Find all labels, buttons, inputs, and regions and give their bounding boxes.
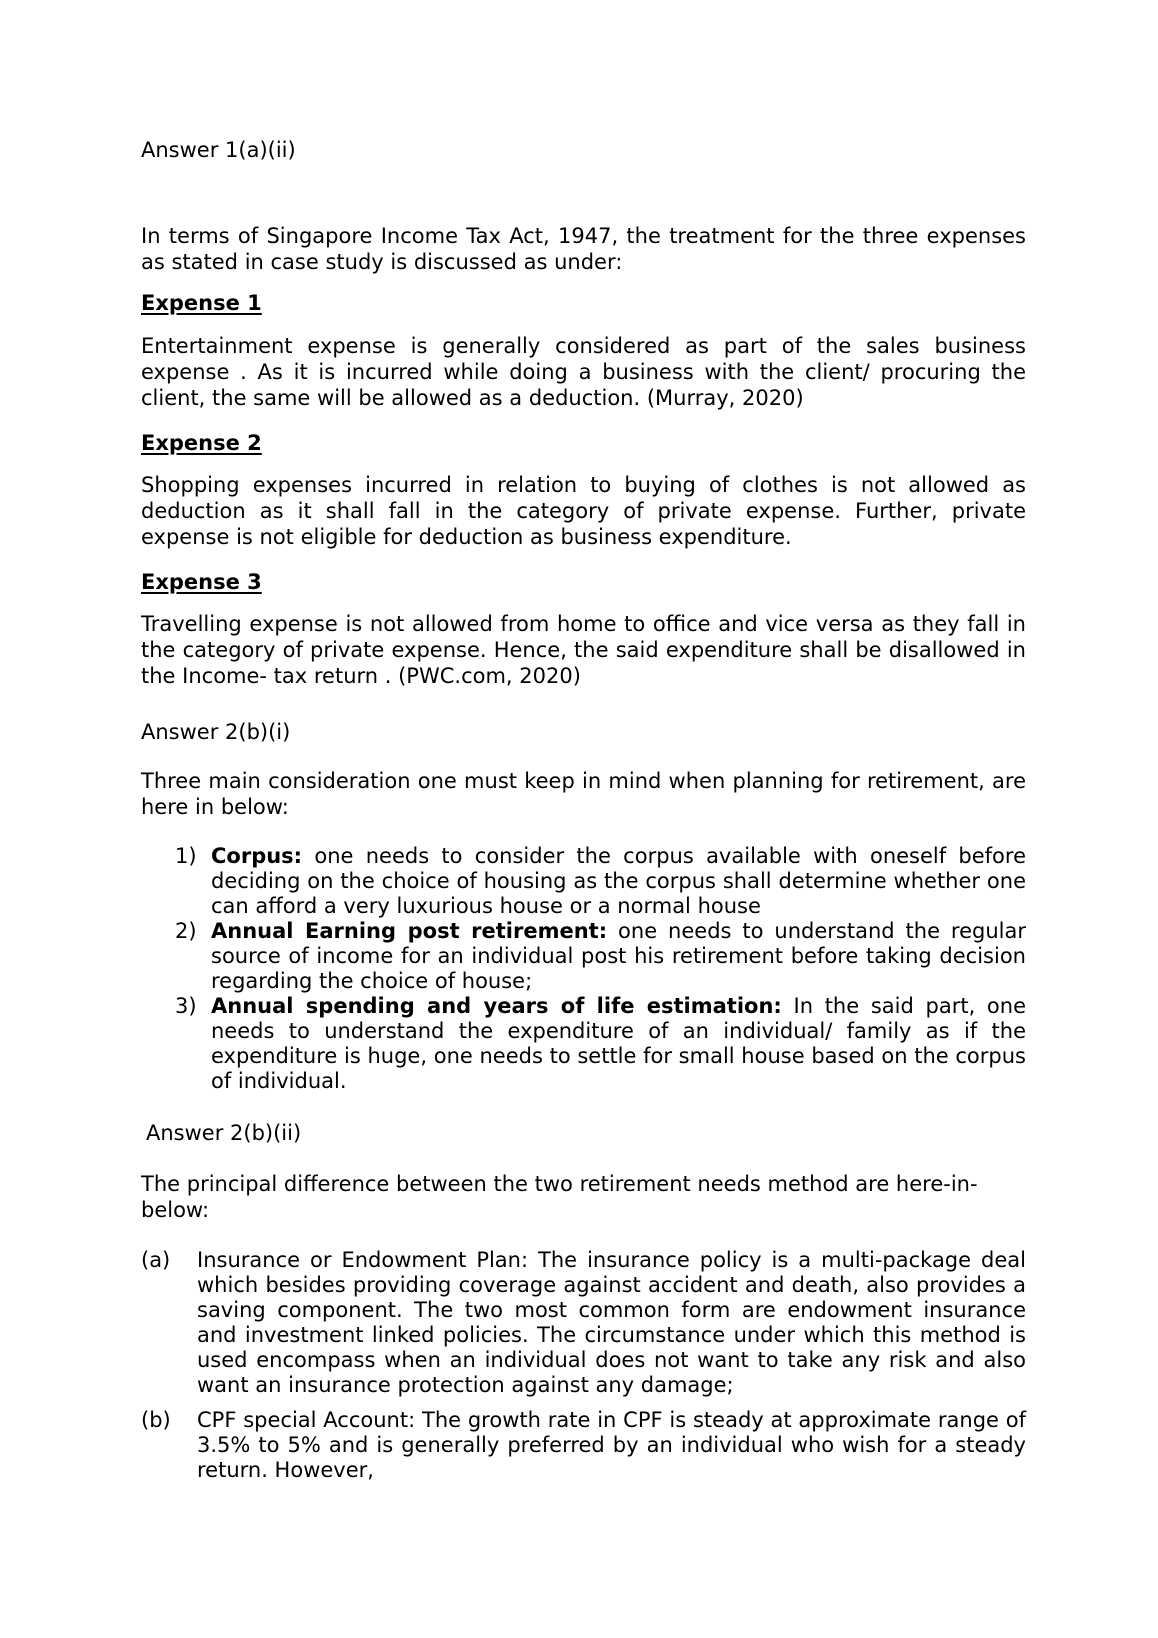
expense-1-text: Entertainment expense is generally considered as part of the sales business expense . As it is incurred while doing a business with the client/ procuring the client, the same will be allowed as a deduction. (Murray, 2020) [141, 334, 1026, 410]
expense-3-heading: Expense 3 [141, 570, 262, 594]
answer-2b-i-title: Answer 2(b)(i) [141, 720, 291, 744]
answer-1a-ii-intro: In terms of Singapore Income Tax Act, 1947, the treatment for the three expenses as stated in case study is discussed as under: [141, 224, 1026, 274]
expense-1-heading: Expense 1 [141, 291, 262, 315]
list-item-body [211, 919, 1026, 994]
list-item-number: 3) [175, 994, 197, 1018]
list-item-number: 2) [175, 919, 197, 943]
list-item-label: (a) [141, 1248, 171, 1272]
list-item-number: 1) [175, 844, 197, 868]
expense-2-heading: Expense 2 [141, 431, 262, 455]
list-item-term: Corpus: [211, 844, 303, 868]
expense-3-text: Travelling expense is not allowed from home to office and vice versa as they fall in the category of private expense. Hence, the said expenditure shall be disallowed in the Income- tax return . (PWC.com, 2020) [141, 612, 1026, 688]
list-item-term: Annual Earning post retirement: [211, 919, 608, 943]
list-item-text: one needs to understand the regular source of income for an individual post his retirement before taking decision regarding the choice of house; [211, 919, 1026, 993]
expense-2-text: Shopping expenses incurred in relation to buying of clothes is not allowed as deduction as it shall fall in the category of private expense. Further, private expense is not eligible for deduction as business expenditure. [141, 473, 1026, 549]
answer-2b-ii-title: Answer 2(b)(ii) [146, 1121, 302, 1145]
answer-2b-i-intro: Three main consideration one must keep in mind when planning for retirement, are here in below: [141, 769, 1026, 819]
list-item-text: Insurance or Endowment Plan: The insurance policy is a multi-package deal which besides providing coverage against accident and death, also provides a saving component. The two most common form are endowment insurance and investment linked policies. The circumstance under which this method is used encompass when an individual does not want to take any risk and also want an insurance protection against any damage; [197, 1248, 1026, 1397]
list-item-text: one needs to consider the corpus available with oneself before deciding on the choice of housing as the corpus shall determine whether one can afford a very luxurious house or a normal house [211, 844, 1026, 918]
list-item-text: In the said part, one needs to understand the expenditure of an individual/ family as if the expenditure is huge, one needs to settle for small house based on the corpus of individual. [211, 994, 1026, 1093]
list-item-body [211, 844, 1026, 919]
list-item-term: Annual spending and years of life estimation: [211, 994, 782, 1018]
answer-2b-ii-intro: The principal difference between the two retirement needs method are here-in-below: [141, 1172, 978, 1222]
list-item-label: (b) [141, 1408, 171, 1432]
answer-1a-ii-title: Answer 1(a)(ii) [141, 138, 296, 162]
list-item-text: CPF special Account: The growth rate in CPF is steady at approximate range of 3.5% to 5% and is generally preferred by an individual who wish for a steady return. However, [197, 1408, 1026, 1482]
list-item-body [211, 994, 1026, 1094]
